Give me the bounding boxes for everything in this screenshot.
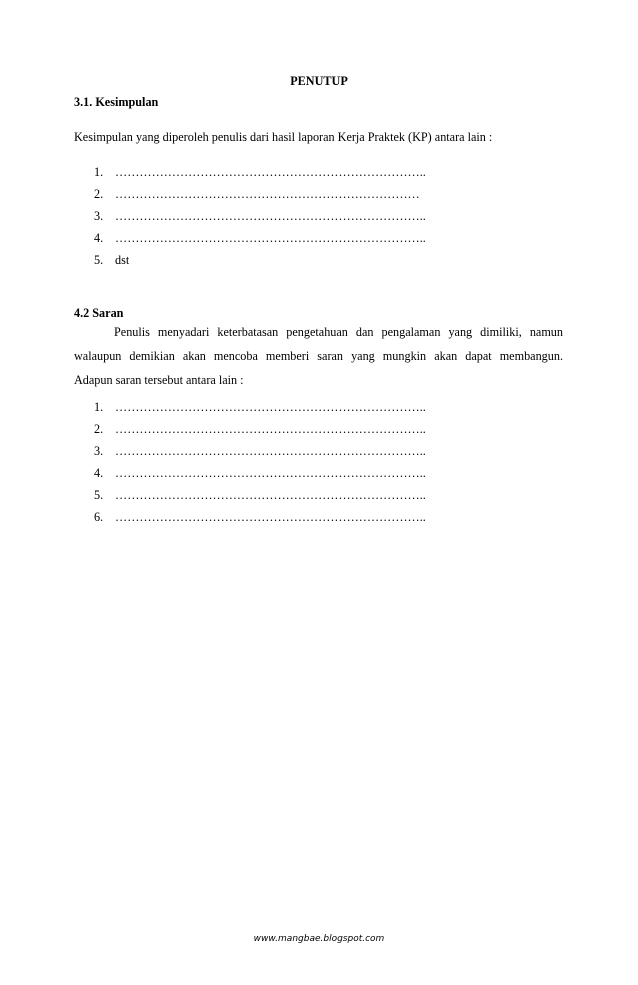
list-item [94,510,426,532]
list-item-number: 4. [94,466,104,480]
list-item [94,444,426,466]
list-item-number: 3. [94,209,104,223]
kesimpulan-list [94,165,426,275]
list-item-number: 4. [94,231,104,245]
list-item-text: ………………………………………………………………… [115,187,420,201]
list-item [94,253,426,275]
list-item-text: ………………………………………………………………….. [115,165,426,179]
list-item-text: ………………………………………………………………….. [115,422,426,436]
list-item-text: ………………………………………………………………….. [115,444,426,458]
list-item-number: 5. [94,253,104,267]
list-item-text: dst [115,253,130,267]
list-item-text: ………………………………………………………………….. [115,231,426,245]
list-item [94,422,426,444]
list-item-number: 1. [94,165,104,179]
list-item-text: ………………………………………………………………….. [115,510,426,524]
list-item-text: ………………………………………………………………….. [115,488,426,502]
list-item-number: 5. [94,488,104,502]
list-item-number: 6. [94,510,104,524]
kesimpulan-intro: Kesimpulan yang diperoleh penulis dari hasil laporan Kerja Praktek (KP) antara lain : [74,130,493,144]
list-item-number: 2. [94,422,104,436]
saran-paragraph [74,320,563,392]
paragraph-line: walaupun demikian akan mencoba memberi saran yang mungkin akan dapat membangun. [74,349,563,363]
list-item [94,488,426,510]
list-item-text: ………………………………………………………………….. [115,466,426,480]
page-title: PENUTUP [290,74,348,88]
list-item-number: 2. [94,187,104,201]
list-item [94,466,426,488]
saran-list [94,400,426,532]
list-item-number: 1. [94,400,104,414]
list-item-text: ………………………………………………………………….. [115,400,426,414]
list-item [94,187,426,209]
section-heading-saran: 4.2 Saran [74,306,124,320]
list-item [94,209,426,231]
list-item-number: 3. [94,444,104,458]
list-item-text: ………………………………………………………………….. [115,209,426,223]
list-item [94,400,426,422]
list-item [94,231,426,253]
paragraph-line: Penulis menyadari keterbatasan pengetahuan dan pengalaman yang dimiliki, namun [114,325,563,339]
list-item [94,165,426,187]
footer-url: www.mangbae.blogspot.com [253,934,385,944]
section-heading-kesimpulan: 3.1. Kesimpulan [74,95,159,109]
paragraph-line: Adapun saran tersebut antara lain : [74,373,244,387]
